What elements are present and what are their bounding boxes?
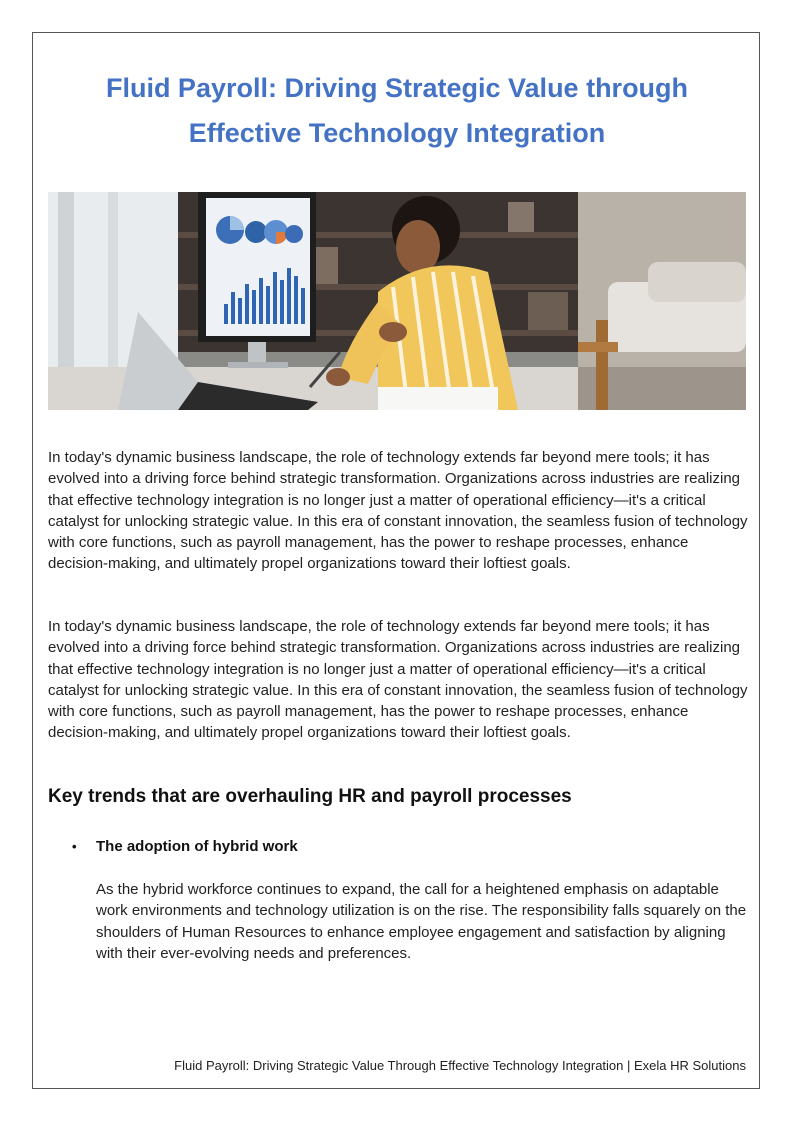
- section-heading: Key trends that are overhauling HR and payroll processes: [48, 786, 572, 807]
- bullet-title: The adoption of hybrid work: [96, 838, 298, 855]
- intro-paragraph-1: In today's dynamic business landscape, the role of technology extends far beyond mere tools; it has evolved into a driving force behind strategic transformation. Organizations across industries are realizing that effective technology integration is no longer just a matter of operational efficiency—it's a critical catalyst for unlocking strategic value. In this era of constant innovation, the seamless fusion of technology with core functions, such as payroll management, has the power to reshape processes, enhance decision-making, and ultimately propel organizations toward their loftiest goals.: [48, 449, 748, 573]
- intro-paragraph-2: In today's dynamic business landscape, the role of technology extends far beyond mere tools; it has evolved into a driving force behind strategic transformation. Organizations across industries are realizing that effective technology integration is no longer just a matter of operational efficiency—it's a critical catalyst for unlocking strategic value. In this era of constant innovation, the seamless fusion of technology with core functions, such as payroll management, has the power to reshape processes, enhance decision-making, and ultimately propel organizations toward their loftiest goals.: [48, 618, 748, 742]
- hero-photo-icon: [48, 192, 746, 410]
- title-line-2: Effective Technology Integration: [188, 118, 606, 148]
- hero-image: [48, 192, 746, 410]
- bullet-item: [72, 838, 298, 855]
- bullet-marker: •: [72, 839, 77, 854]
- page-footer: Fluid Payroll: Driving Strategic Value Through Effective Technology Integration | Exela HR Solutions: [174, 1058, 746, 1073]
- document-title: [48, 66, 746, 156]
- title-line-1: Fluid Payroll: Driving Strategic Value through: [105, 73, 689, 103]
- bullet-body: As the hybrid workforce continues to expand, the call for a heightened emphasis on adaptable work environments and technology utilization is on the rise. The responsibility falls squarely on the shoulders of Human Resources to enhance employee engagement and satisfaction by aligning with their ever-evolving needs and preferences.: [96, 881, 747, 962]
